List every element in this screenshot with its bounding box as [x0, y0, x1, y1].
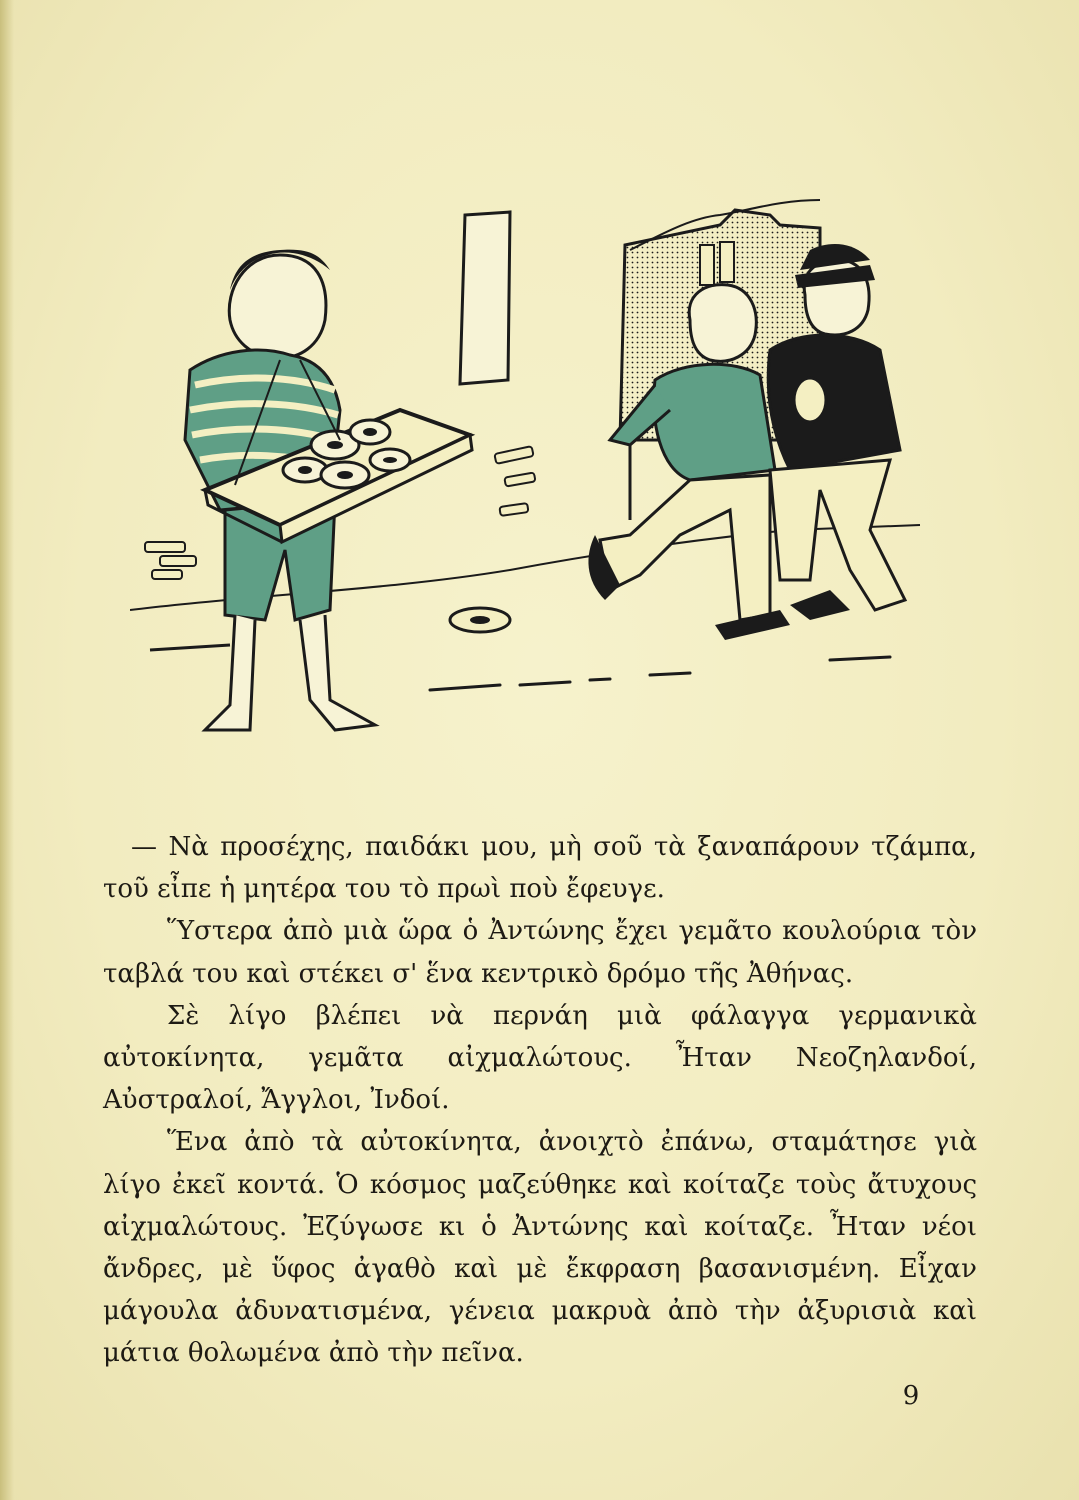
- page-spine-shadow: [0, 0, 14, 1500]
- wall-poster: [460, 212, 510, 384]
- boy-with-tray: [185, 250, 472, 730]
- page-number: 9: [902, 1381, 920, 1411]
- story-text: [103, 826, 977, 1375]
- paragraph-4: Ἕνα ἀπὸ τὰ αὐτοκίνητα, ἀνοιχτὸ ἐπάνω, σταμάτησε γιὰ λίγο ἐκεῖ κοντά. Ὁ κόσμος μαζεύθηκε καὶ κοίταζε τοὺς ἄτυχους αἰχμαλώτους. Ἐζύγωσε κι ὁ Ἀντώνης καὶ κοίταζε. Ἦταν νέοι ἄνδρες, μὲ ὕφος ἀγαθὸ καὶ μὲ ἔκφραση βασανισμένη. Εἶχαν μάγουλα ἀδυνατισμένα, γένεια μακρυὰ ἀπὸ τὴν ἀξυρισιὰ καὶ μάτια θολωμένα ἀπὸ τὴν πεῖνα.: [103, 1127, 977, 1369]
- paragraph-3: Σὲ λίγο βλέπει νὰ περνάη μιὰ φάλαγγα γερμανικὰ αὐτοκίνητα, γεμᾶτα αἰχμαλώτους. Ἦταν Νεοζηλανδοί, Αὐστραλοί, Ἄγγλοι, Ἰνδοί.: [103, 1000, 977, 1116]
- story-illustration: [130, 170, 930, 780]
- paragraph-1: — Νὰ προσέχης, παιδάκι μου, μὴ σοῦ τὰ ξαναπάρουν τζάμπα, τοῦ εἶπε ἡ μητέρα του τὸ πρωὶ ποὺ ἔφευγε.: [103, 832, 977, 905]
- paragraph-2: Ὕστερα ἀπὸ μιὰ ὥρα ὁ Ἀντώνης ἔχει γεμᾶτο κουλούρια τὸν ταβλά του καὶ στέκει σ' ἕνα κεντρικὸ δρόμο τῆς Ἀθήνας.: [103, 916, 977, 989]
